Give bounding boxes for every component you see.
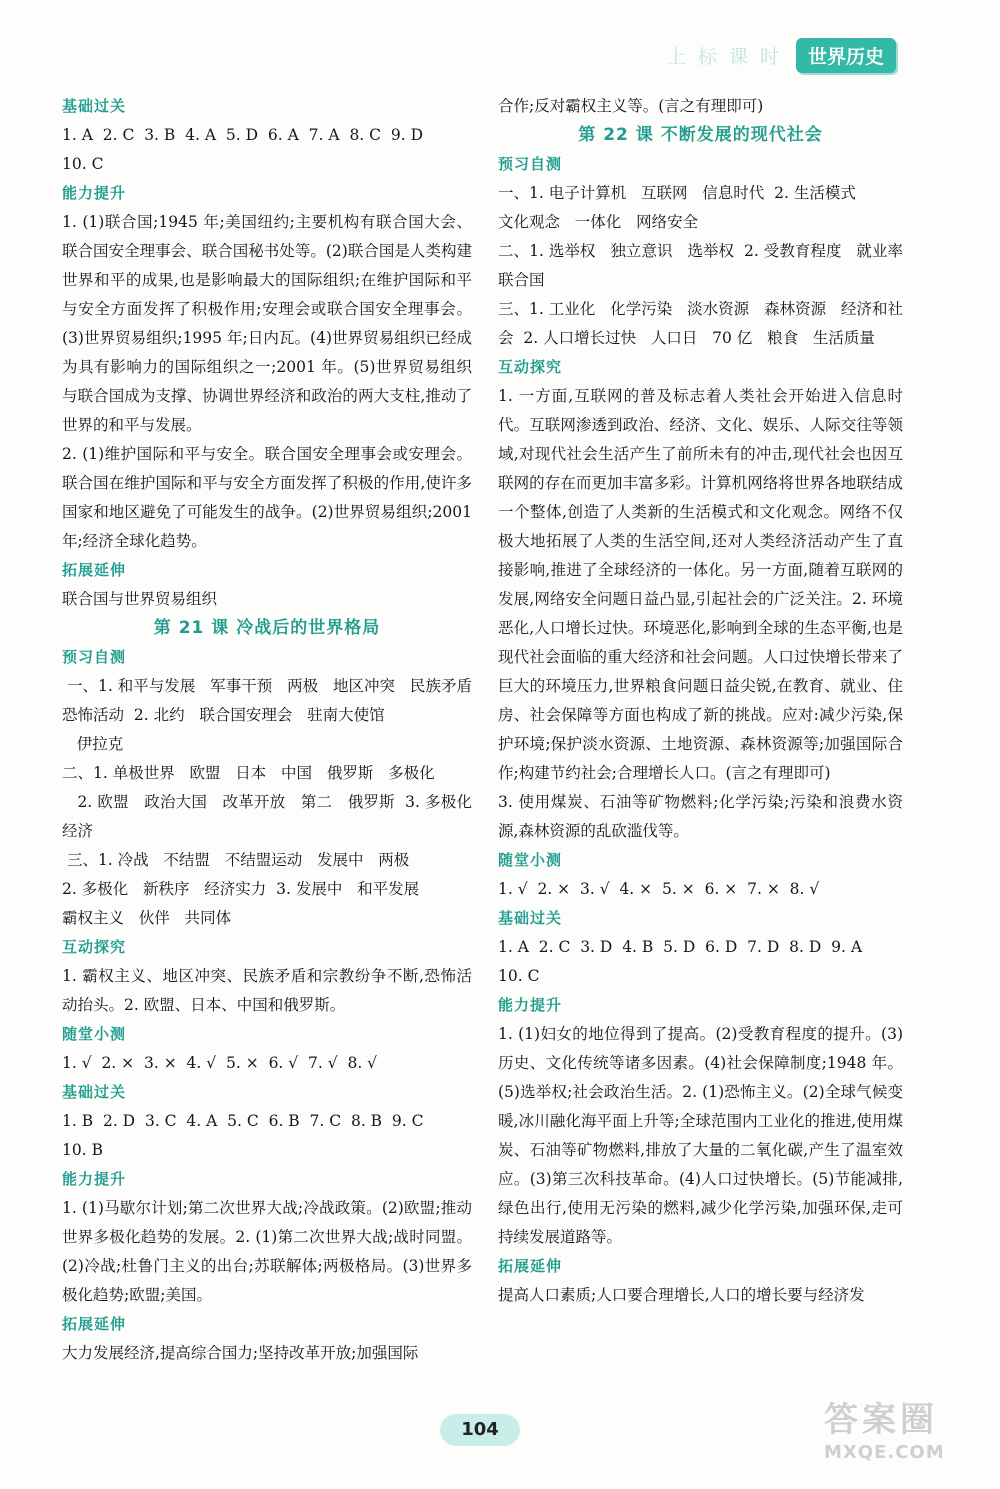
section-heading: 能力提升 <box>62 184 127 202</box>
header-faded-text: 上 标 课 时 <box>666 46 782 68</box>
section-heading: 基础过关 <box>498 909 563 927</box>
answer-paragraph: 1. (1)联合国;1945 年;美国纽约;主要机构有联合国大会、联合国安全理事会、联合国秘书处等。(2)联合国是人类构建世界和平的成果,也是影响最大的国际组织;在维护国际和平与安全方面发挥了积极作用;安理会或联合国安全理事会。(3)世界贸易组织;1995 年;日内瓦。(4)世界贸易组织已经成为具有影响力的国际组织之一;2001 年。(5)世界贸易组织与联合国成为支撑、协调世界经济和政治的两大支柱,推动了世界的和平与发展。 <box>62 213 472 434</box>
lesson-title: 第 22 课 不断发展的现代社会 <box>578 125 823 145</box>
section-heading: 互动探究 <box>498 358 563 376</box>
page-number: 104 <box>440 1414 520 1446</box>
lesson-title: 第 21 课 冷战后的世界格局 <box>153 618 381 638</box>
section-heading: 预习自测 <box>498 155 563 173</box>
answer-paragraph: 三、1. 工业化 化学污染 淡水资源 森林资源 经济和社会 2. 人口增长过快 人口日 70 亿 粮食 生活质量 <box>498 300 903 347</box>
left-column <box>62 92 477 1368</box>
watermark-text: 答案圈 <box>824 1400 938 1440</box>
section-heading: 拓展延伸 <box>498 1257 563 1275</box>
section-heading: 互动探究 <box>62 938 127 956</box>
section-heading: 能力提升 <box>62 1170 127 1188</box>
answer-paragraph: 1. (1)妇女的地位得到了提高。(2)受教育程度的提升。(3)历史、文化传统等诸多因素。(4)社会保障制度;1948 年。(5)选举权;社会政治生活。2. (1)恐怖主义。(2)全球气候变暖,冰川融化海平面上升等;全球范围内工业化的推进,使用煤炭、石油等矿物燃料,排放了大量的二氧化碳,产生了温室效应。(3)第三次科技革命。(4)人口过快增长。(5)节能减排,绿色出行,使用无污染的燃料,减少化学污染,加强环保,走可持续发展道路等。 <box>498 1025 903 1246</box>
answer-paragraph: 二、1. 单极世界 欧盟 日本 中国 俄罗斯 多极化 2. 欧盟 政治大国 改革开放 第二 俄罗斯 3. 多极化 经济 <box>62 764 472 840</box>
answer-paragraph: 1. A 2. C 3. D 4. B 5. D 6. D 7. D 8. D 9. A 10. C <box>498 938 863 985</box>
section-heading: 随堂小测 <box>62 1025 127 1043</box>
answer-paragraph: 1. B 2. D 3. C 4. A 5. C 6. B 7. C 8. B 9. C 10. B <box>62 1112 424 1159</box>
answer-paragraph: 1. A 2. C 3. B 4. A 5. D 6. A 7. A 8. C 9. D 10. C <box>62 126 424 173</box>
answer-paragraph: 1. (1)马歇尔计划;第二次世界大战;冷战政策。(2)欧盟;推动世界多极化趋势的发展。2. (1)第二次世界大战;战时同盟。(2)冷战;杜鲁门主义的出台;苏联解体;两极格局。(3)世界多极化趋势;欧盟;美国。 <box>62 1199 472 1304</box>
section-heading: 基础过关 <box>62 1083 127 1101</box>
answer-paragraph: 一、1. 电子计算机 互联网 信息时代 2. 生活模式 文化观念 一体化 网络安全 <box>498 184 856 231</box>
answer-paragraph: 大力发展经济,提高综合国力;坚持改革开放;加强国际 <box>62 1344 419 1362</box>
page-header <box>667 38 896 73</box>
subject-badge: 世界历史 <box>796 38 896 73</box>
watermark-url: MXQE.COM <box>824 1442 945 1463</box>
answer-paragraph: 联合国与世界贸易组织 <box>62 590 218 608</box>
answer-paragraph: 提高人口素质;人口要合理增长,人口的增长要与经济发 <box>498 1286 865 1304</box>
answer-paragraph: 三、1. 冷战 不结盟 不结盟运动 发展中 两极 2. 多极化 新秩序 经济实力 3. 发展中 和平发展 霸权主义 伙伴 共同体 <box>62 851 420 927</box>
section-heading: 随堂小测 <box>498 851 563 869</box>
answer-paragraph: 1. √ 2. × 3. √ 4. × 5. × 6. × 7. × 8. √ <box>498 880 820 898</box>
section-heading: 预习自测 <box>62 648 127 666</box>
section-heading: 拓展延伸 <box>62 1315 127 1333</box>
answer-paragraph: 3. 使用煤炭、石油等矿物燃料;化学污染;污染和浪费水资源,森林资源的乱砍滥伐等。 <box>498 793 903 840</box>
answer-paragraph: 二、1. 选举权 独立意识 选举权 2. 受教育程度 就业率 联合国 <box>498 242 918 289</box>
answer-paragraph: 1. √ 2. × 3. × 4. √ 5. × 6. √ 7. √ 8. √ <box>62 1054 378 1072</box>
watermark-logo <box>824 1398 994 1478</box>
right-column <box>498 92 918 1310</box>
answer-paragraph: 合作;反对霸权主义等。(言之有理即可) <box>498 97 764 115</box>
answer-paragraph: 1. 一方面,互联网的普及标志着人类社会开始进入信息时代。互联网渗透到政治、经济、文化、娱乐、人际交往等领域,对现代社会生活产生了前所未有的冲击,现代社会也因互联网的存在而更加丰富多彩。计算机网络将世界各地联结成一个整体,创造了人类新的生活模式和文化观念。网络不仅极大地拓展了人类的生活空间,还对人类经济活动产生了直接影响,推进了全球经济的一体化。另一方面,随着互联网的发展,网络安全问题日益凸显,引起社会的广泛关注。2. 环境恶化,人口增长过快。环境恶化,影响到全球的生态平衡,也是现代社会面临的重大经济和社会问题。人口过快增长带来了巨大的环境压力,世界粮食问题日益尖锐,在教育、就业、住房、社会保障等方面也构成了新的挑战。应对:减少污染,保护环境;保护淡水资源、土地资源、森林资源等;加强国际合作;构建节约社会;合理增长人口。(言之有理即可) <box>498 387 903 782</box>
answer-paragraph: 一、1. 和平与发展 军事干预 两极 地区冲突 民族矛盾 恐怖活动 2. 北约 联合国安理会 驻南大使馆 伊拉克 <box>62 677 472 753</box>
section-heading: 拓展延伸 <box>62 561 127 579</box>
answer-paragraph: 1. 霸权主义、地区冲突、民族矛盾和宗教纷争不断,恐怖活动抬头。2. 欧盟、日本、中国和俄罗斯。 <box>62 967 472 1014</box>
section-heading: 基础过关 <box>62 97 127 115</box>
answer-paragraph: 2. (1)维护国际和平与安全。联合国安全理事会或安理会。联合国在维护国际和平与安全方面发挥了积极的作用,使许多国家和地区避免了可能发生的战争。(2)世界贸易组织;2001 年;经济全球化趋势。 <box>62 445 477 550</box>
section-heading: 能力提升 <box>498 996 563 1014</box>
